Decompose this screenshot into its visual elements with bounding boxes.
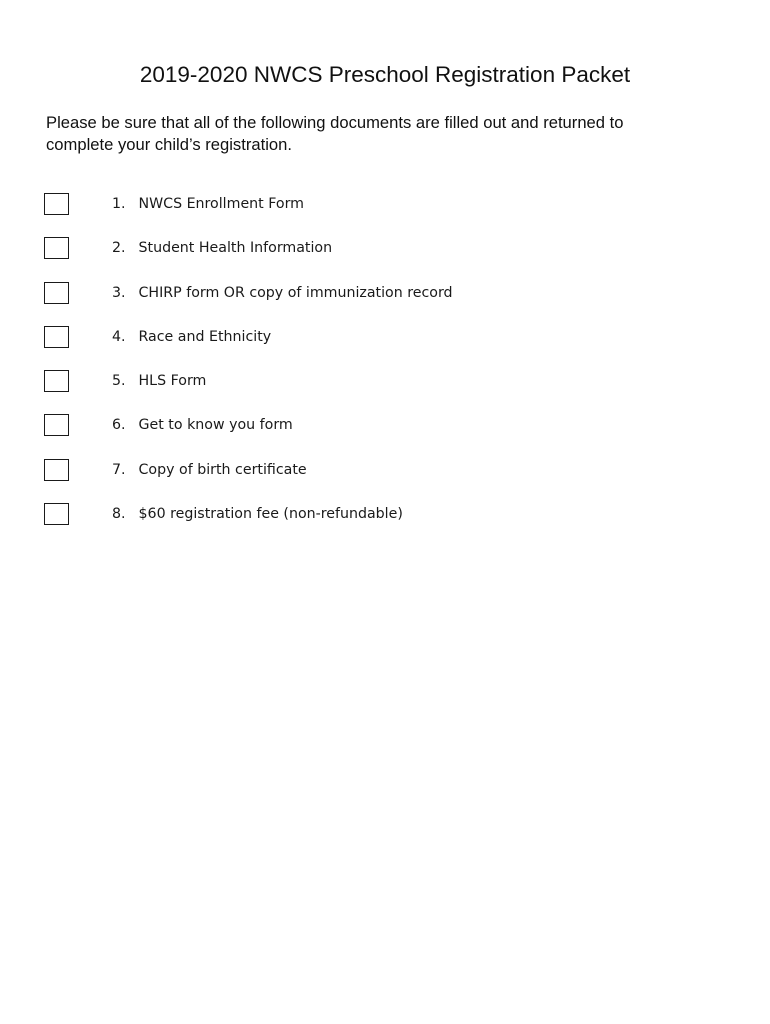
item-number: 5. [112, 373, 126, 390]
checkbox[interactable] [44, 326, 69, 348]
checklist-item-text [112, 329, 271, 345]
item-label: NWCS Enrollment Form [138, 196, 304, 212]
checklist-item-enrollment-form [44, 192, 644, 236]
intro-line-1: Please be sure that all of the following documents are filled out and returned to [46, 113, 624, 132]
item-number: 4. [112, 328, 126, 345]
checklist-item-text [112, 462, 307, 478]
checkbox[interactable] [44, 237, 69, 259]
checkbox[interactable] [44, 193, 69, 215]
checklist-item-text [112, 196, 304, 212]
checkbox[interactable] [44, 503, 69, 525]
checkbox[interactable] [44, 370, 69, 392]
checklist-item-get-to-know-you [44, 413, 644, 457]
checklist-item-text [112, 240, 332, 256]
checklist-item-text [112, 417, 293, 433]
checklist-item-birth-certificate [44, 458, 644, 502]
item-number: 3. [112, 284, 126, 301]
item-label: HLS Form [138, 373, 207, 390]
checklist-item-text [112, 506, 403, 522]
checkbox[interactable] [44, 459, 69, 481]
page-title: 2019-2020 NWCS Preschool Registration Packet [139, 62, 631, 87]
item-label: Copy of birth certificate [138, 461, 307, 478]
checklist-item-health-information [44, 236, 644, 280]
item-label: Student Health Information [138, 240, 333, 257]
intro-line-2: complete your child’s registration. [46, 135, 292, 154]
checklist-item-race-ethnicity [44, 325, 644, 369]
item-label: CHIRP form OR copy of immunization record [138, 284, 453, 301]
checkbox[interactable] [44, 282, 69, 304]
item-number: 1. [112, 196, 126, 212]
checklist-item-text [112, 285, 453, 301]
item-label: Race and Ethnicity [138, 328, 272, 345]
checklist-item-immunization-record [44, 281, 644, 325]
checkbox[interactable] [44, 414, 69, 436]
item-label: Get to know you form [138, 417, 293, 434]
item-number: 6. [112, 417, 126, 434]
checklist-item-registration-fee [44, 502, 644, 546]
item-number: 2. [112, 240, 126, 257]
checklist-item-hls-form [44, 369, 644, 413]
item-label: $60 registration fee (non-refundable) [138, 506, 403, 523]
item-number: 7. [112, 461, 126, 478]
intro-paragraph [46, 112, 726, 156]
document-checklist [44, 192, 644, 546]
item-number: 8. [112, 506, 126, 523]
checklist-item-text [112, 373, 206, 389]
